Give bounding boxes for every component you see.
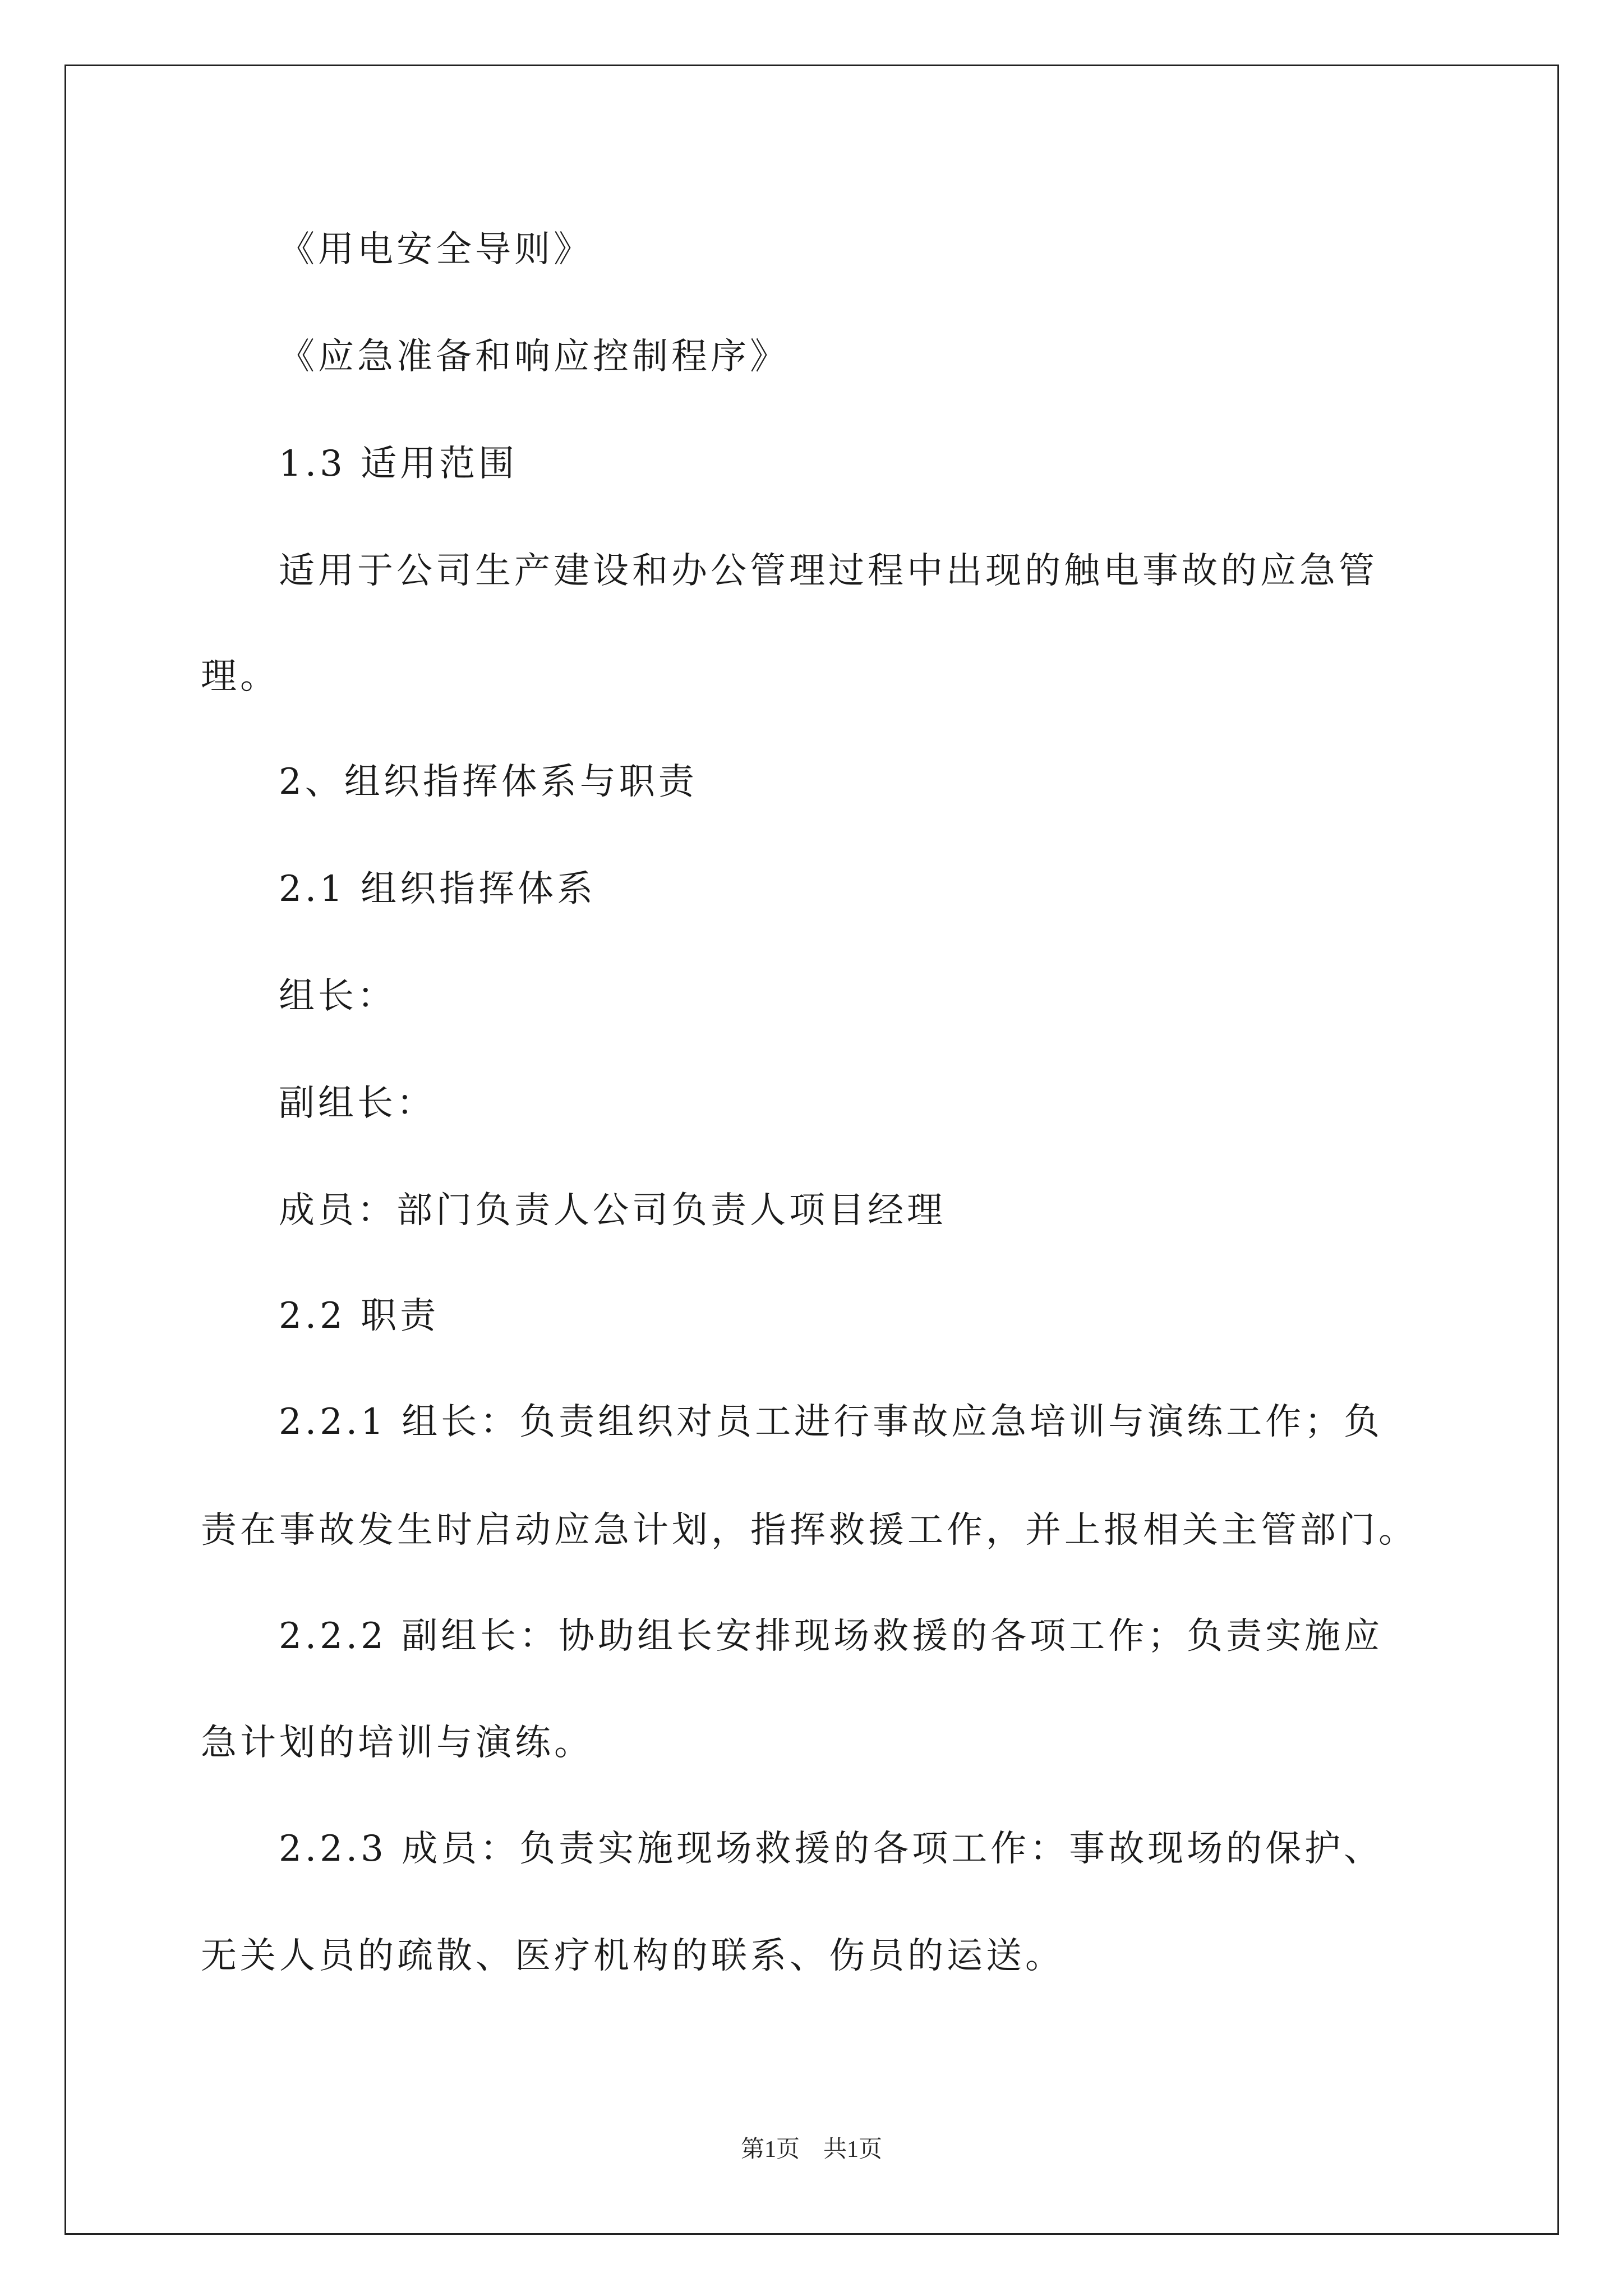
paragraph-scope-line-1: 适用于公司生产建设和办公管理过程中出现的触电事故的应急管 — [279, 550, 1378, 592]
section-heading-scope: 1.3 适用范围 — [279, 443, 518, 485]
subsection-heading-command-system: 2.1 组织指挥体系 — [279, 868, 597, 910]
paragraph-deputy-duties-line-2: 急计划的培训与演练。 — [201, 1722, 593, 1764]
paragraph-scope-line-2: 理。 — [201, 656, 279, 697]
reference-title-electrical-safety: 《用电安全导则》 — [279, 229, 593, 270]
paragraph-leader-duties-line-1: 2.2.1 组长：负责组织对员工进行事故应急培训与演练工作；负 — [279, 1401, 1384, 1443]
paragraph-member-duties-line-1: 2.2.3 成员：负责实施现场救援的各项工作：事故现场的保护、 — [279, 1828, 1384, 1870]
field-deputy-leader: 副组长： — [279, 1083, 436, 1124]
field-leader: 组长： — [279, 976, 396, 1017]
paragraph-member-duties-line-2: 无关人员的疏散、医疗机构的联系、伤员的运送。 — [201, 1935, 1064, 1977]
section-heading-organization: 2、组织指挥体系与职责 — [279, 761, 698, 803]
page-number-footer: 第1页 共1页 — [740, 2137, 882, 2162]
paragraph-leader-duties-line-2: 责在事故发生时启动应急计划，指挥救援工作，并上报相关主管部门。 — [201, 1510, 1418, 1551]
reference-title-emergency-procedure: 《应急准备和响应控制程序》 — [279, 336, 789, 378]
paragraph-deputy-duties-line-1: 2.2.2 副组长：协助组长安排现场救援的各项工作；负责实施应 — [279, 1616, 1384, 1657]
subsection-heading-duties: 2.2 职责 — [279, 1295, 440, 1337]
field-members: 成员：部门负责人公司负责人项目经理 — [279, 1190, 946, 1231]
